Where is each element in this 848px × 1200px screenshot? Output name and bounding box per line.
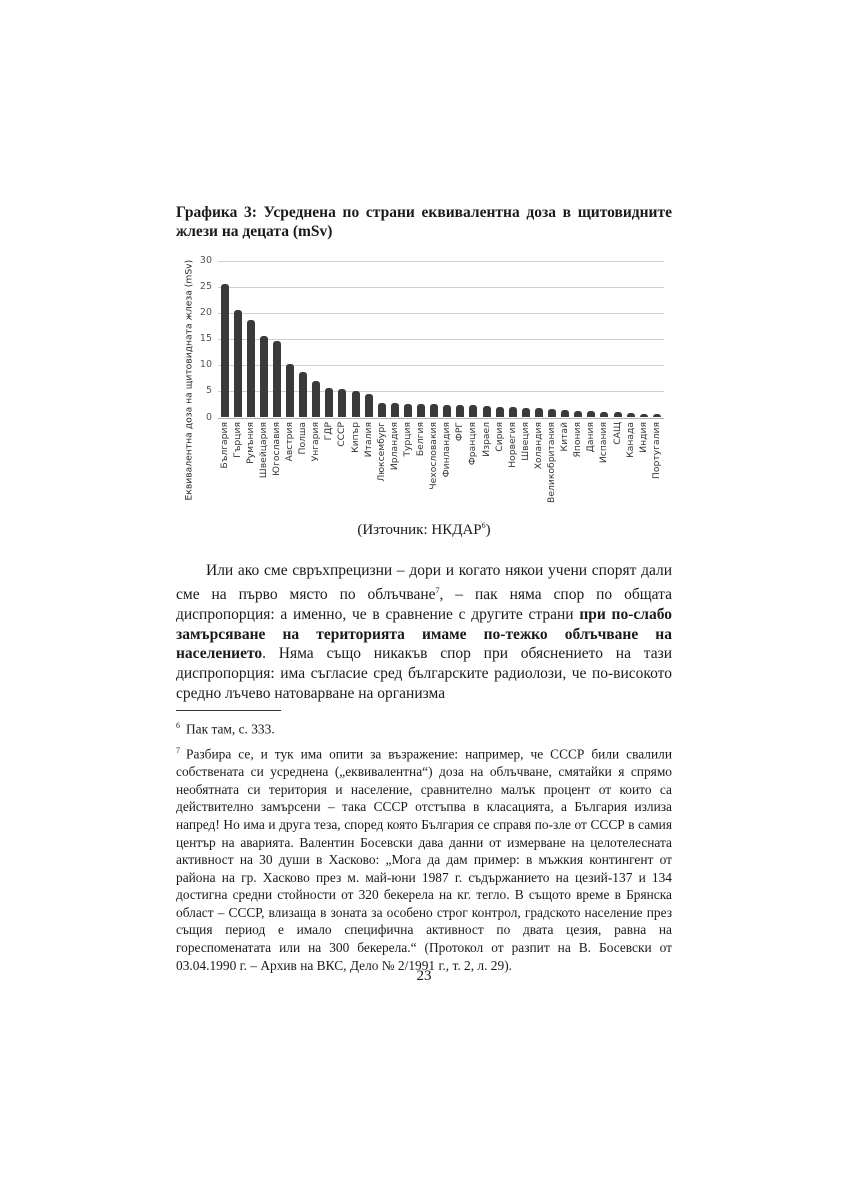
- bar: [338, 389, 346, 417]
- bar: [260, 336, 268, 418]
- x-tick-label: Сирия: [493, 422, 505, 452]
- gridline: [218, 418, 664, 419]
- y-tick-label: 20: [199, 307, 212, 319]
- y-axis-label: Еквивалентна доза на щитовидната жлеза (mSv): [183, 259, 195, 501]
- x-tick-label: Великобритания: [546, 422, 557, 503]
- x-tick-label: Франция: [467, 422, 479, 466]
- bar: [653, 414, 661, 418]
- x-tick-label: Китай: [559, 422, 571, 452]
- x-tick-label: САЩ: [611, 422, 623, 445]
- x-tick-label: СССР: [336, 422, 348, 447]
- footnote-ref: 6: [481, 521, 486, 530]
- bar: [522, 408, 530, 418]
- x-tick-label: Румъния: [244, 422, 256, 464]
- y-tick-label: 25: [199, 281, 212, 292]
- bar: [312, 381, 320, 417]
- y-tick-label: 30: [199, 254, 212, 266]
- gridline: [218, 391, 664, 392]
- bar: [627, 413, 635, 417]
- bar: [365, 394, 373, 417]
- footnote: $^6$ Пак там, с. 333.: [176, 721, 275, 737]
- x-tick-label: Португалия: [650, 422, 662, 479]
- bar: [404, 404, 412, 418]
- y-tick-label: 10: [199, 359, 212, 371]
- footnote: $^7$ Разбира се, и тук има опити за възражение: например, че СССР били свалили собствената си усреднена („еквивалентна“) доза на облъчване, смятайки я спрямо необятната си територия и население, сравнително малък процент от които са действително замърсени – така СССР отстъпва в класацията, а България излиза напред! Но има и друга теза, според която България се справя по-зле от СССР в самия център на аварията. Валентин Босевски дава данни от измерване на целотелесната активност на 30 души в Хасково: „Мога да дам пример: в мъжкия контингент от района на гр. Хасково през м. май-юни 1987 г. съдържанието на цезий-137 и 134 достигна средни стойности от 320 бекерела на кг. тегло. В същото време в Брянска област – СССР, влизаща в зоната за особено строг контрол, градското население през същия период е имало специфична активност по двата цезия, равна на гореспоменатата или на 300 бекерела.“ (Протокол от разпит на В. Босевски от 03.04.1990 г. – Архив на ВКС, Дело № 2/1991 г., т. 2, л. 29).: [176, 746, 672, 973]
- x-tick-label: Унгария: [310, 422, 322, 462]
- bar: [640, 414, 648, 418]
- x-tick-label: Индия: [637, 422, 649, 453]
- x-tick-label: Кипър: [349, 422, 361, 453]
- bar: [417, 404, 425, 417]
- footnote-divider: [176, 710, 281, 711]
- y-tick-label: 15: [199, 333, 212, 345]
- x-tick-label: Италия: [362, 422, 374, 458]
- bar: [600, 412, 608, 418]
- y-tick-label: 5: [205, 385, 212, 397]
- x-tick-label: Гърция: [231, 422, 243, 458]
- x-tick-label: Полша: [297, 422, 309, 455]
- bar: [548, 409, 556, 417]
- emphasis: при по-слабо замърсяване на територията имаме по-тежко облъчване на населението: [176, 605, 672, 663]
- x-tick-label: Швейцария: [257, 422, 269, 479]
- x-tick-label: Норвегия: [506, 422, 518, 468]
- x-tick-label: Люксембург: [375, 422, 387, 482]
- x-tick-label: България: [218, 422, 230, 469]
- bar: [456, 405, 464, 417]
- x-tick-label: Австрия: [284, 422, 295, 462]
- gridline: [218, 261, 664, 262]
- page-number: 23: [416, 968, 432, 984]
- bar: [443, 405, 451, 418]
- gridline: [218, 365, 664, 366]
- chart-caption: Графика 3: Усреднена по страни еквивалентна доза в щитовидните жлези на децата (mSv): [176, 204, 672, 240]
- bar: [221, 284, 229, 417]
- bar: [299, 372, 307, 417]
- footnote-ref: 7: [435, 585, 440, 595]
- gridline: [218, 287, 664, 288]
- body-paragraph: Или ако сме свръхпрецизни – дори и когато някои учени спорят дали сме на първо място по облъчване$^7$, – пак няма спор по общата диспропорция: а именно, че в сравнение с другите страни при по-слабо замърсяване на територията имаме по-тежко облъчване на населението. Няма също никакъв спор при обяснението на тази диспропорция: има съгласие сред българските радиолози, че по-високото средно лъчево натоварване на организма: [176, 562, 672, 702]
- bar: [496, 407, 504, 418]
- gridline: [218, 313, 664, 314]
- bar: [561, 410, 569, 417]
- x-tick-label: Дания: [585, 422, 597, 453]
- bar: [247, 320, 255, 418]
- bar: [574, 411, 582, 417]
- x-tick-label: Япония: [572, 422, 584, 458]
- x-tick-label: Турция: [401, 422, 413, 457]
- footnotes: [176, 717, 672, 978]
- bar: [391, 403, 399, 417]
- chart-source: (Източник: НКДАР$^6$): [357, 521, 491, 538]
- bar: [509, 407, 517, 417]
- x-tick-label: Швеция: [519, 422, 531, 461]
- bar: [352, 391, 360, 417]
- bar: [325, 388, 333, 417]
- x-tick-label: Белгия: [415, 422, 426, 457]
- x-tick-label: Израел: [480, 422, 492, 457]
- x-tick-label: Ирландия: [388, 422, 400, 471]
- bar: [430, 404, 438, 417]
- x-tick-label: ФРГ: [454, 422, 466, 442]
- x-tick-label: ГДР: [323, 422, 335, 441]
- bar: [614, 412, 622, 418]
- bar: [273, 341, 281, 418]
- x-tick-label: Холандия: [532, 422, 544, 470]
- x-tick-label: Испания: [598, 422, 610, 464]
- bar: [234, 310, 242, 418]
- bar: [483, 406, 491, 417]
- bar-chart: [170, 250, 680, 520]
- gridline: [218, 339, 664, 340]
- bar: [378, 403, 386, 418]
- bar: [587, 411, 595, 417]
- x-tick-label: Югославия: [270, 422, 282, 476]
- bar: [535, 408, 543, 418]
- x-tick-label: Чехословакия: [428, 422, 440, 490]
- x-tick-label: Канада: [624, 422, 636, 458]
- y-tick-label: 0: [205, 411, 212, 423]
- x-tick-label: Финландия: [441, 422, 453, 478]
- bar: [286, 364, 294, 418]
- bar: [469, 405, 477, 417]
